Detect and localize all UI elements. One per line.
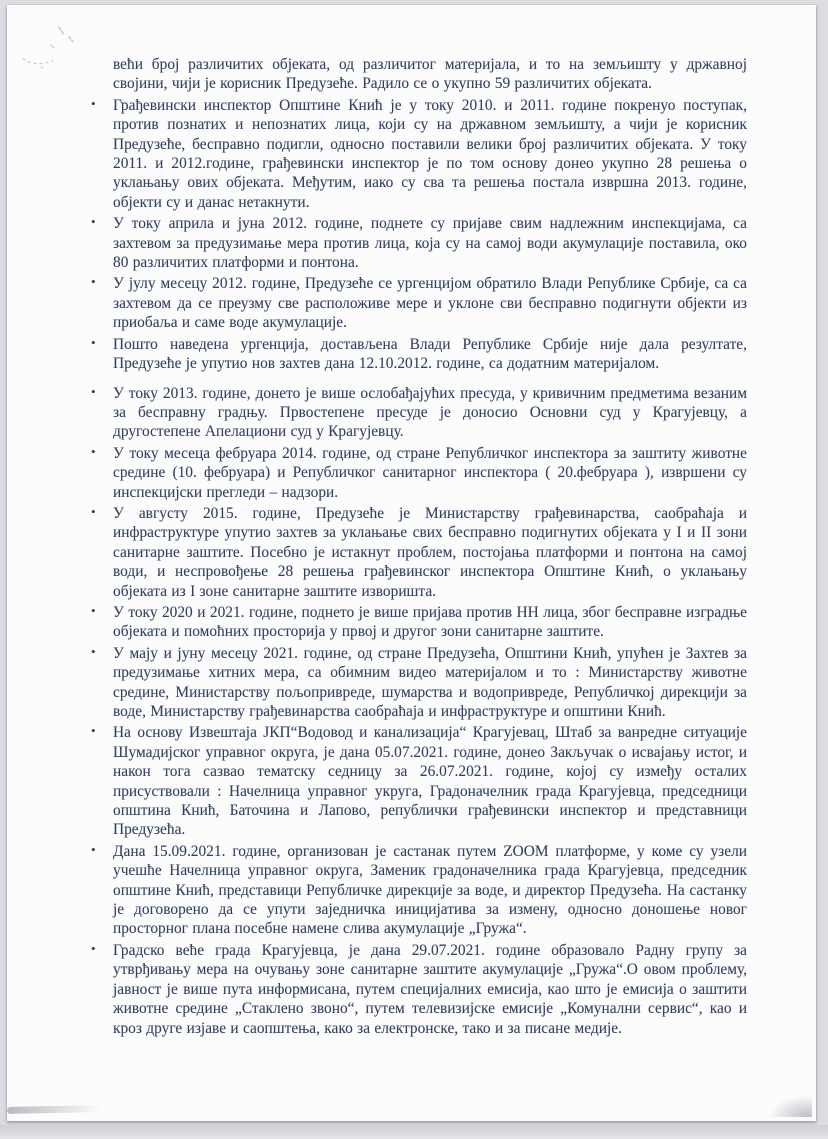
bullet-icon: • bbox=[91, 274, 96, 290]
document-body bbox=[91, 55, 747, 1040]
bullet-item bbox=[91, 334, 747, 374]
scanned-page bbox=[7, 5, 816, 1121]
bullet-icon: • bbox=[91, 443, 96, 459]
bullet-list bbox=[91, 95, 747, 1038]
bullet-text: У току 2013. године, донето је више ослобађајућих пресуда, у кривичним предметима везаним за бесправну градњу. Првостепене пресуде је доносио Основни суд у Крагујевцу, а другостепене Апелациони суд у Крагујевцу. bbox=[113, 384, 747, 441]
bullet-item bbox=[91, 443, 747, 502]
bullet-item bbox=[91, 503, 747, 601]
bullet-text: Грађевински инспектор Општине Кнић је у току 2010. и 2011. године покренуо поступак, против познатих и непознатих лица, који су на државном земљишту, а чији је корисник Предузеће, бесправно подигли, односно поставили велики број различитих објеката. У току 2011. и 2012.године, грађевински инспектор је по том основу донео укупно 28 решења о уклањању ових објеката. Међутим, иако су сва та решења постала извршна 2013. године, објекти су и данас нетакнути. bbox=[113, 96, 747, 211]
bullet-item bbox=[91, 274, 747, 332]
bullet-icon: • bbox=[91, 602, 96, 618]
bullet-item bbox=[91, 383, 747, 442]
bullet-item bbox=[91, 841, 747, 939]
bullet-text: Пошто наведена ургенција, достављена Влади Републике Србије није дала резултате, Предузеће је упутио нов захтев дана 12.10.2012. године, са додатним материјалом. bbox=[113, 335, 747, 373]
bullet-item bbox=[91, 940, 747, 1038]
bullet-icon: • bbox=[91, 214, 96, 230]
bullet-item bbox=[91, 95, 747, 212]
bullet-item bbox=[91, 214, 747, 272]
bullet-icon: • bbox=[91, 643, 96, 659]
bullet-item bbox=[91, 602, 747, 642]
scan-smudge-bottom-right bbox=[768, 1095, 812, 1117]
bullet-item bbox=[91, 643, 747, 722]
bullet-text: У августу 2015. године, Предузеће је Министарству грађевинарства, саобраћаја и инфраструктуре упутио захтев за уклањање свих бесправно подигнутих објеката у I и II зони санитарне заштите. Посебно је истакнут проблем, постојања платформи и понтона на самој води, и неспровођење 28 решења грађевинског инспектора Општине Кнић, о уклањању објеката из I зоне санитарне заштите изворишта. bbox=[113, 504, 747, 600]
bullet-text: Градско веће града Крагујевца, је дана 29.07.2021. године образовало Радну групу за утврђивању мера на очувању зоне санитарне заштите акумулације „Гружа“.О овом проблему, јавност је више пута информисана, путем специјалних емисија, као што је емисија о заштити животне средине „Стаклено звоно“, путем телевизијске емисије „Комунални сервис“, као и кроз друге изјаве и саопштења, како за електронске, тако и за писане медије. bbox=[113, 941, 747, 1037]
bullet-icon: • bbox=[91, 940, 96, 956]
bullet-text: У току месеца фебруара 2014. године, од стране Републичког инспектора за заштиту животне средине (10. фебруара) и Републичког санитарног инспектора ( 20.фебруара ), извршени су инспекцијски прегледи – надзори. bbox=[113, 444, 747, 501]
bullet-text: У мају и јуну месецу 2021. године, од стране Предузећа, Општини Кнић, упућен је Захтев за предузимање хитних мера, са обимним видео материјалом и то : Министарству животне средине, Министарству пољопривреде, шумарства и водопривреде, Републичкој дирекцији за воде, Министарству грађевинарства саобраћаја и инфраструктуре и општини Кнић. bbox=[113, 644, 747, 720]
scanner-bed-edge bbox=[0, 1125, 828, 1139]
bullet-icon: • bbox=[91, 841, 96, 857]
bullet-item bbox=[91, 723, 747, 839]
scan-smudge-bottom-left bbox=[7, 1105, 102, 1114]
bullet-text: У току 2020 и 2021. године, поднето је више пријава против НН лица, због бесправне изградње објеката и помоћних просторија у првој и другог зони санитарне заштите. bbox=[113, 603, 747, 641]
bullet-icon: • bbox=[91, 503, 96, 519]
bullet-icon: • bbox=[91, 334, 96, 350]
bullet-text: У току априла и јуна 2012. године, поднете су пријаве свим надлежним инспекцијама, са захтевом за предузимање мера против лица, која су на самој води акумулације поставила, око 80 различитих платформи и понтона. bbox=[113, 215, 747, 272]
bullet-text: На основу Извештаја ЈКП“Водовод и канализација“ Крагујевац, Штаб за ванредне ситуације Шумадијског управног округа, је дана 05.07.2021. године, донео Закључак о исвајању истог, и након тога сазвао тематску седницу за 26.07.2021. године, којој су између осталих присуствовали : Начелница управног укруга, Градоначелник града Крагујевца, председници општина Кнић, Баточина и Лапово, републички грађевински инспектор и представници Предузећа. bbox=[113, 724, 747, 839]
bullet-icon: • bbox=[91, 723, 96, 739]
bullet-text: У јулу месецу 2012. године, Предузеће се ургенцијом обратило Влади Републике Србије, са са захтевом да се преузму све расположиве мере и уклоне сви бесправно подигнути објекти из приобаља и саме воде акумулације. bbox=[113, 275, 747, 332]
bullet-text: Дана 15.09.2021. године, организован је састанак путем ZOOM платформе, у коме су узели учешће Начелница управног округа, Заменик градоначелника града Крагујевца, председник општине Кнић, представици Републичке дирекције за воде, и директор Предузећа. На састанку је договорено да се упути заједничка иницијатива за измену, односно доношење новог просторног плана посебне намене слива акумулације „Гружа“. bbox=[113, 842, 747, 938]
bullet-icon: • bbox=[91, 383, 96, 399]
paragraph-continuation: већи број различитих објеката, од различитог материјала, и то на земљишту у државној својини, чији је корисник Предузеће. Радило се о укупно 59 различитих објеката. bbox=[113, 56, 747, 93]
bullet-icon: • bbox=[91, 95, 96, 111]
